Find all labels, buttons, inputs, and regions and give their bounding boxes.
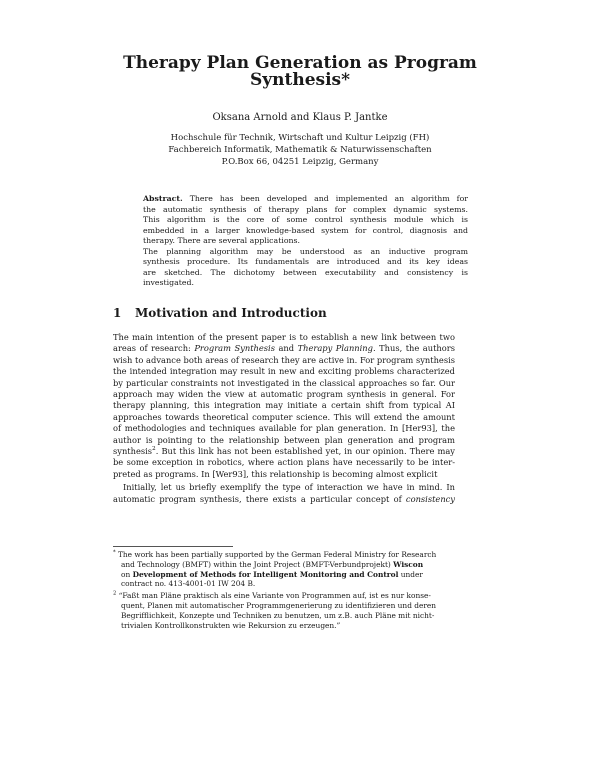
text-run: under (398, 569, 423, 579)
body-line (113, 494, 455, 505)
abstract-line: therapy. There are several applications. (143, 236, 301, 245)
affiliation-line: P.O.Box 66, 04251 Leipzig, Germany (221, 157, 379, 167)
footnote-line (113, 570, 455, 580)
abstract-text: There has been developed and implemented an algorithm for (189, 194, 468, 203)
text-run: areas of research: (113, 343, 195, 354)
footnote-mark: * (113, 549, 116, 556)
abstract-line: the automatic synthesis of therapy plans for complex dynamic systems. (143, 204, 468, 214)
text-run: on (121, 569, 133, 579)
body-line: by particular constraints not investigated in the classical approaches so far. Our (113, 377, 455, 388)
abstract-line: The planning algorithm may be understood as an inductive program (143, 246, 468, 256)
affiliation-line: Hochschule für Technik, Wirtschaft und Kultur Leipzig (FH) (170, 133, 430, 143)
text-run: synthesis (113, 446, 153, 457)
section-title: Motivation and Introduction (135, 306, 327, 320)
section-number: 1 (113, 306, 122, 320)
footnote-line: quent, Planen mit automatischer Programmgenerierung zu identifizieren und deren (121, 600, 437, 610)
affiliation-line: Fachbereich Informatik, Mathematik & Naturwissenschaften (168, 145, 432, 155)
abstract-line: embedded in a larger knowledge-based system for control, diagnosis and (143, 225, 468, 235)
footnotes (113, 550, 455, 630)
body-line: author is pointing to the relationship between plan generation and program (113, 434, 455, 445)
footnote-line: contract no. 413-4001-01 IW 204 B. (121, 579, 256, 589)
body-line (113, 343, 455, 354)
text-run: “Faßt man Pläne praktisch als eine Variante von Programmen auf, ist es nur konse- (118, 591, 431, 601)
paper-title-line-1: Therapy Plan Generation as Program (123, 53, 477, 73)
footnote-line: Begrifflichkeit, Konzepte und Techniken zu benutzen, um z.B. auch Pläne mit nicht- (121, 610, 435, 620)
footnote-mark: 2 (113, 590, 117, 597)
abstract-label: Abstract. (143, 194, 183, 203)
text-run: . But this link has not been established yet, in our opinion. There may (155, 446, 455, 457)
body-line: of methodologies and techniques available for plan generation. In [Her93], the (113, 423, 455, 434)
body-text (113, 332, 455, 505)
section-heading (113, 306, 327, 320)
abstract-line (143, 194, 468, 205)
footnote-line: trivialen Kontrollkonstrukten wie Rekursion zu erzeugen.” (121, 620, 341, 630)
text-run: The work has been partially supported by the German Federal Ministry for Research (117, 550, 437, 559)
body-line: Initially, let us briefly exemplify the type of interaction we have in mind. In (123, 482, 455, 493)
abstract-line: investigated. (143, 278, 195, 287)
body-line: approaches towards theoretical computer science. This will extend the amount (113, 411, 455, 422)
footnote-line (113, 560, 455, 570)
body-line: be some exception in robotics, where action plans have necessarily to be inter- (113, 457, 455, 468)
footnote-line (113, 550, 455, 560)
footnote-line (113, 591, 455, 601)
body-line: therapy planning, this integration may initiate a certain shift from typical AI (113, 400, 455, 411)
emphasis: Development of Methods for Intelligent Monitoring and Control (132, 569, 399, 579)
emphasis: Therapy Planning (297, 343, 373, 354)
affiliation (0, 132, 600, 168)
footnote-ref: 2 (152, 446, 156, 453)
abstract-line: are sketched. The dichotomy between executability and consistency is (143, 267, 468, 277)
text-run: automatic program synthesis, there exists a particular concept of (113, 493, 406, 504)
emphasis: Program Synthesis (194, 343, 275, 354)
body-line (113, 446, 455, 457)
emphasis: consistency (405, 493, 455, 504)
body-line: wish to advance both areas of research they are active in. For program synthesis (113, 354, 455, 365)
footnote-rule (113, 546, 233, 547)
body-line: The main intention of the present paper is to establish a new link between two (113, 332, 455, 342)
text-run: and Technology (BMFT) within the Joint Project (BMFT-Verbundprojekt) (121, 559, 394, 569)
emphasis: Wiscon (393, 559, 424, 569)
abstract (143, 194, 468, 289)
text-run: and (274, 343, 298, 354)
paper-title-line-2: Synthesis* (249, 70, 351, 90)
body-line: preted as programs. In [Wer93], this relationship is becoming almost explicit (113, 468, 438, 479)
body-line: approach may widen the view at automatic program synthesis in general. For (113, 389, 455, 400)
text-run: . Thus, the authors (372, 343, 455, 354)
abstract-line: This algorithm is the core of some control synthesis module which is (143, 215, 468, 224)
body-line: the intended integration may result in new and exciting problems characterized (113, 366, 455, 377)
authors: Oksana Arnold and Klaus P. Jantke (212, 112, 388, 123)
abstract-line: synthesis procedure. Its fundamentals are introduced and its key ideas (143, 257, 468, 266)
